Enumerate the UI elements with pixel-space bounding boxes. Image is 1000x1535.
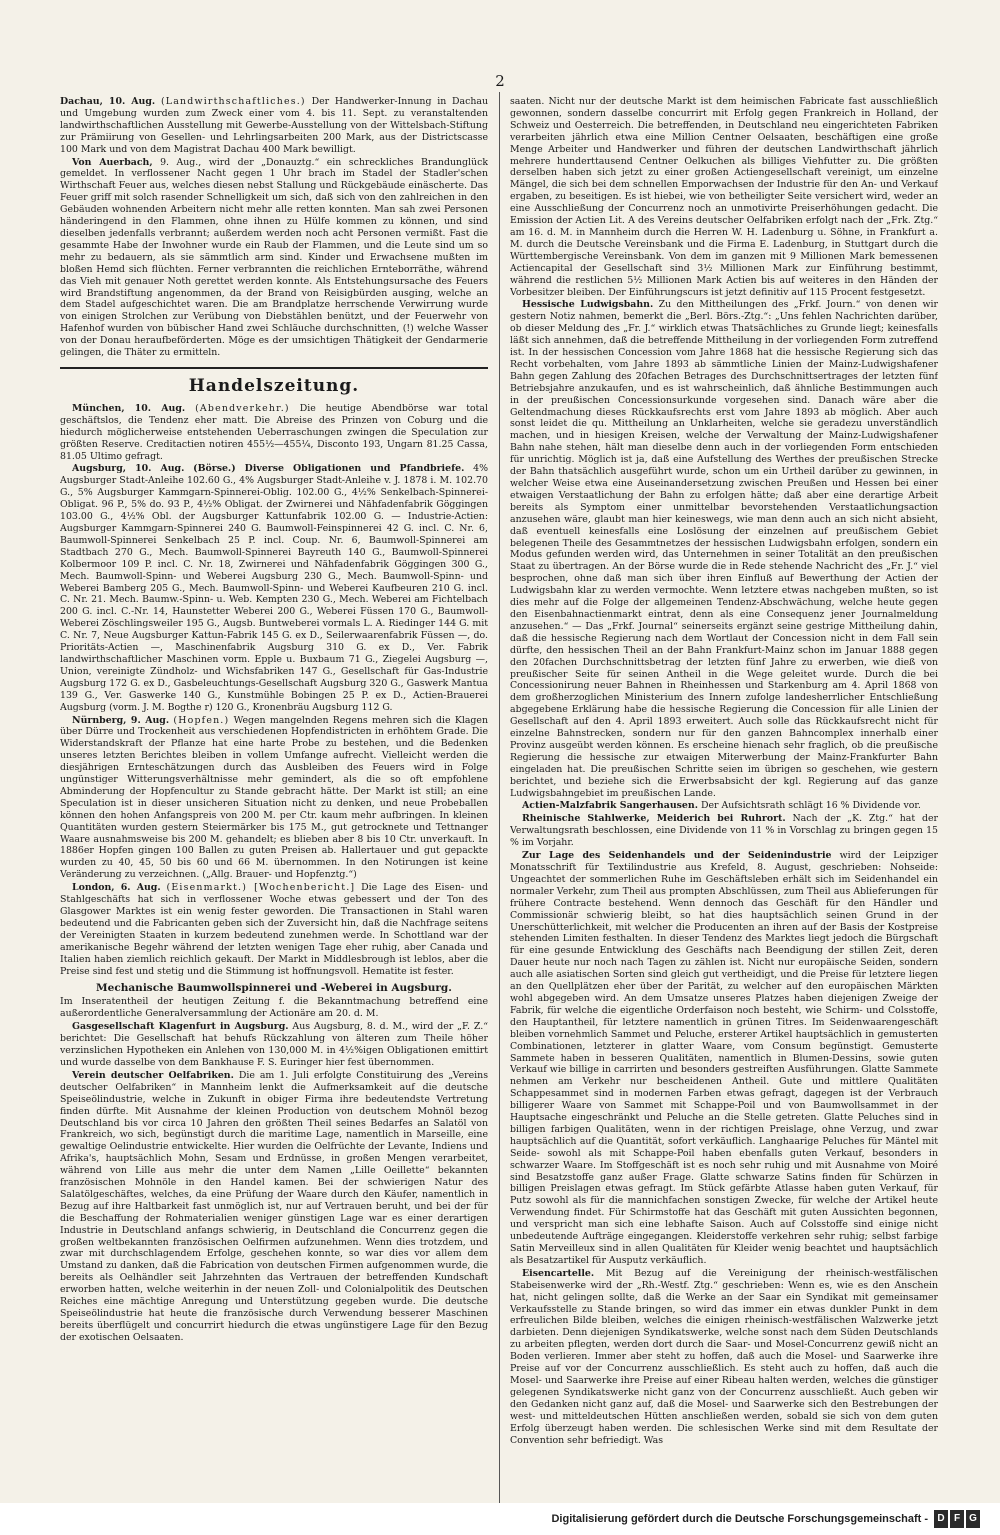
article-dachau bbox=[60, 96, 488, 156]
article-text: Der Handwerker-Innung in Dachau und Umgebung wurden zum Zweck einer vom 4. bis 11. Sept. zu veranstaltenden landwirthschaftlichen Ausstellung mit Gewerbe-Ausstellung von der Wittelsbach-Stiftung zur Prämiirung von Gesellen- und Lehrlingsarbeiten 200 Mark, aus der Districtscasse 100 Mark und von dem Magistrat Dachau 400 Mark bewilligt. bbox=[60, 96, 488, 155]
article-nuernberg bbox=[60, 715, 488, 882]
article-text: Die am 1. Juli erfolgte Constituirung des „Vereins deutscher Oelfabriken“ in Mannheim lenkt die Aufmerksamkeit auf die deutsche Speiseölindustrie, welche in Zukunft in obiger Firma ihre bedeutendste Vertretung finden dürfte. Mit Ausnahme der kleinen Production von deutschem Mohnöl bezog Deutschland bis vor circa 10 Jahren den größten Theil seines Bedarfes an Salatöl von Frankreich, wo sich, begünstigt durch die maritime Lage, namentlich in Marseille, eine gewaltige Oelindustrie entwickelte. Hier wurden die Oelfrüchte der Levante, Indiens und Afrika's, hauptsächlich Mohn, Sesam und Erdnüsse, in großen Mengen verarbeitet, während von Lille aus mehr die unter dem Namen „Lille Oeillette“ bekannten französischen Mohnöle in den Handel kamen. Bei der schwierigen Natur des Salatölgeschäftes, welches, da eine Prüfung der Waare durch den Käufer, namentlich in Bezug auf ihre Haltbarkeit fast unmöglich ist, nur auf Vertrauen beruht, und bei der für die Beschaffung der Rohmaterialien weniger günstigen Lage war es einer derartigen Industrie in Deutschland anfangs schwierig, in Deutschland die Concurrenz gegen die großen weltbekannten französischen Oelfirmen aufzunehmen. Wenn dies trotzdem, und zwar mit durchschlagendem Erfolge, geschehen konnte, so war dies vor allem dem Umstand zu danken, daß die Fabrication von deutschen Firmen aufgenommen wurde, die bereits als Oelhändler seit Jahrzehnten das Vertrauen der betreffenden Kundschaft erworben hatten, welche weiterhin in der neuen Zoll- und Colonialpolitik des Deutschen Reiches eine mächtige Anregung und Unterstützung gegeben wurde. Die deutsche Speiseölindustrie hat heute die französische durch Verwendung besserer Maschinen bereits überflügelt und concurrirt hiedurch die etwas ungünstigere Lage für den Bezug der exotischen Oelsaaten. bbox=[60, 1069, 488, 1343]
article-text: Zu den Mittheilungen des „Frkf. Journ.“ von denen wir gestern Notiz nahmen, bemerkt die „Berl. Börs.-Ztg.“: „Uns fehlen Nachrichten darüber, ob dieser Meldung des „Fr. J.“ wirklich etwas Thatsächliches zu Grunde liegt; keinesfalls läßt sich annehmen, daß die betreffende Mittheilung in der vorliegenden Form zutreffend ist. In der hessischen Concession vom Jahre 1868 hat die hessische Regierung sich das Recht vorbehalten, vom Jahre 1893 ab sämmtliche Linien der Mainz-Ludwigshafener Bahn gegen Zahlung des 20fachen Betrages des Durchschnittsertrages der letzten fünf Betriebsjahre anzukaufen, und es ist wahrscheinlich, daß ähnliche Bestimmungen auch in der preußischen Concessionsurkunde vorgesehen sind. Danach wäre aber die Geltendmachung dieses Rückkaufsrechts erst vom Jahre 1893 ab möglich. Aber auch sonst leidet die qu. Mittheilung an Unklarheiten, welche sie geradezu unverständlich machen, und in hiesigen Kreisen, welche der Verwaltung der Mainz-Ludwigshafener Bahn nahe stehen, hält man dieselbe denn auch in der vorliegenden Form entschieden für unrichtig. Möglich ist ja, daß eine Aufstellung des Werthes der preußischen Strecke der Bahn thatsächlich ausgeführt wurde, schon um ein Urtheil darüber zu gewinnen, in welcher Weise etwa eine Auseinandersetzung zwischen Preußen und Hessen bei einer etwaigen Verstaatlichung der Bahn zu erfolgen hätte; daß aber eine derartige Arbeit bereits als Symptom einer unmittelbar bevorstehenden Verstaatlichungsaction anzusehen wäre, glaubt man hier keineswegs, wie man denn auch an sich nicht absieht, daß eventuell keinesfalls eine Loslösung der einzelnen auf preußischem Gebiet belegenen Theile des Gesammtnetzes der hessischen Ludwigsbahn erfolgen, sondern ein Modus gefunden werden wird, das Unternehmen in seiner Totalität an den preußischen Staat zu übertragen. An der Börse wurde die in Rede stehende Nachricht des „Fr. J.“ viel besprochen, ohne daß man sich über ihren Einfluß auf Bewerthung der Actien der Ludwigsbahn klar zu werden vermochte. Wenn letztere etwas nachgeben mußten, so ist dies mehr auf die Folge der allgemeinen Tendenz-Abschwächung, welche heute gegen den Eisenbahnactienmarkt eintrat, denn als eine Consequenz jener Journalmeldung anzusehen.“ — Das „Frkf. Journal“ seinerseits ergänzt seine gestrige Mittheilung dahin, daß die hessische Regierung nach dem Wortlaut der Concession nicht in dem Fall sein dürfte, den hessischen Theil an der Bahn Frankfurt-Mainz schon im Januar 1888 gegen den 20fachen Durchschnittsbetrag der letzten fünf Jahre zu erwerben, wie dieß von preußischer Seite für seinen Antheil in die Wege geleitet wurde. Durch die bei Concessionirung neuer Bahnen in Rheinhessen und Starkenburg am 4. April 1868 von dem großherzoglichen Ministerium des Innern zufolge landesherrlicher Entschließung abgegebene Erklärung habe die hessische Regierung die Concession für alle Linien der Gesellschaft auf den 4. April 1893 erweitert. Auch solle das Rückkaufsrecht nicht für einzelne Bahnstrecken, sondern nur für den ganzen Bahncomplex innerhalb einer Provinz ausgeübt werden können. Es erscheine hienach sehr fraglich, ob die preußische Regierung die hessische zur etwaigen Miterwerbung der Mainz-Frankfurter Bahn eingeladen hat. Die preußischen Schritte seien im übrigen so geschehen, wie gestern berichtet, und beziehe sich die Erwerbsabsicht der kgl. Regierung auf das ganze Ludwigsbahngebiet im preußischen Lande. bbox=[510, 299, 938, 799]
article-auerbach bbox=[60, 157, 488, 359]
article-tag: (Börse.) Diverse Obligationen und Pfandbriefe. bbox=[193, 463, 465, 475]
article-text: wird der Leipziger Monatsschrift für Textilindustrie aus Krefeld, 8. August, geschrieben: Nohseide: Ungeachtet der sommerlichen Ruhe im Geschäftsleben erhält sich im Seidenhandel ein normaler Verkehr, zum Theil aus prompten Abschlüssen, zum Theil aus Ablieferungen für frühere Contracte bestehend. Wenn dennoch das Geschäft für den Händler und Commissionär schwierig bleibt, so hat dies hauptsächlich seinen Grund in der Unerschütterlichkeit, mit welcher die Producenten an ihren auf der Basis der Kostpreise stehenden Limiten festhalten. In dieser Tendenz des Marktes liegt jedoch die Bürgschaft für eine gesunde Entwicklung des Geschäfts nach Beendigung der stillen Zeit, deren Dauer heute nur noch nach Tagen zu zählen ist. Nicht nur europäische Seiden, sondern auch alle asiatischen Sorten sind gleich gut vertheidigt, und die Preise für letztere liegen an den Quellplätzen eher über der Parität, zu welcher auf den europäischen Märkten wohl abgegeben wird. An dem Umsatze unseres Platzes haben diejenigen Zweige der Fabrik, für welche die eigentliche Orderfaison noch besteht, wie Schirm- und Colsstoffe, den Hauptantheil, für letztere namentlich in grünen Titres. Im Seidenwaarengeschäft bleiben vornehmlich Sammet und Peluche, ersterer Artikel hauptsächlich in gemusterten Combinationen, letzterer in glatter Waare, vom Consum begünstigt. Gemusterte Sammete haben in besseren Qualitäten, namentlich in Blumen-Dessins, sowie guten Verkauf wie billige in carrirten und besonders gestreiften Ausführungen. Glatte Sammete nehmen am Verkehr nur bescheidenen Antheil. Gute und mittlere Qualitäten Schappesammet sind in modernen Farben etwas gefragt, dagegen ist der Verbrauch billigerer Waare von Sammet mit Schappe-Poil und von Baumwollsammet in der Hauptsache eingeschränkt und Peluche an die Stelle getreten. Glatte Peluches sind in billigen farbigen Qualitäten, wenn in der richtigen Preislage, ohne Verzug, und zwar hauptsächlich auf die Quantität, sofort verkäuflich. Langhaarige Peluches für Mäntel mit Seide- sowohl als mit Schappe-Poil haben ebenfalls guten Verkauf, besonders in schwarzer Waare. Im Stoffgeschäft ist es noch sehr ruhig und mit Ausnahme von Moiré sind Besatzstoffe ganz außer Frage. Glatte schwarze Satins finden für Schürzen in billigen Preislagen etwas gefragt. Im Stück gefärbte Atlasse haben guten Verkauf, für Putz sowohl als für die mannichfachen sonstigen Zwecke, für welche der Artikel heute Verwendung findet. Für Schirmstoffe hat das Geschäft mit guten Aussichten begonnen, und verspricht man sich eine lebhafte Saison. Auch auf Colsstoffe sind einige nicht unbedeutende Aufträge eingegangen. Kleiderstoffe verkehren sehr ruhig; selbst farbige Satin Merveilleux sind in allen Qualitäten für Kleider wenig beachtet und hauptsächlich als Besatzartikel für Ausputz verkäuflich. bbox=[510, 850, 938, 1266]
section-title: Handelszeitung. bbox=[60, 367, 488, 397]
article-tag: (Abendverkehr.) bbox=[195, 402, 290, 414]
article-lead: Nürnberg, 9. Aug. bbox=[72, 714, 170, 726]
article-lead: London, 6. Aug. bbox=[72, 882, 161, 894]
article-text: Der Aufsichtsrath schlägt 16 % Dividende vor. bbox=[700, 800, 921, 812]
article-stahlwerke bbox=[510, 813, 938, 849]
article-lead: Hessische Ludwigsbahn. bbox=[522, 299, 654, 311]
article-lead: Actien-Malzfabrik Sangerhausen. bbox=[522, 800, 698, 812]
article-sangerhausen bbox=[510, 800, 938, 812]
article-london bbox=[60, 882, 488, 977]
footer-credit: Digitalisierung gefördert durch die Deutsche Forschungsgemeinschaft - bbox=[551, 1513, 928, 1525]
article-text: Die Lage des Eisen- und Stahlgeschäfts hat sich in verflossener Woche etwas gebessert und der Ton des Glasgower Marktes ist ein wenig fester geworden. Die Transactionen in Stahl waren bedeutend und die Fabricanten geben sich der Zuversicht hin, daß die Nachfrage seitens der Vereinigten Staaten in kurzem bedeutend zunehmen werde. In Schottland war der amerikanische Begehr während der letzten wenigen Tage eher ruhig, aber Canada und Italien haben ziemlich reichlich gekauft. Der Markt in Middlesbrough ist leblos, aber die Preise sind fest und stetig und die Stimmung ist hoffnungsvoll. Hematite ist fester. bbox=[60, 882, 488, 977]
article-lead: Dachau, 10. Aug. bbox=[60, 96, 156, 107]
article-lead: Verein deutscher Oelfabriken. bbox=[72, 1069, 234, 1081]
article-ludwigsbahn bbox=[510, 299, 938, 799]
article-mech-spinnerei bbox=[60, 996, 488, 1020]
article-tag: (Eisenmarkt.) [Wochenbericht.] bbox=[166, 882, 356, 894]
article-heading: Mechanische Baumwollspinnerei und -Weberei in Augsburg. bbox=[96, 982, 452, 995]
article-lead: Augsburg, 10. Aug. bbox=[72, 463, 185, 475]
article-text: Nach der „K. Ztg.“ hat der Verwaltungsrath beschlossen, eine Dividende von 11 % in Vorschlag zu bringen gegen 15 % im Vorjahr. bbox=[510, 813, 938, 849]
article-tag: (Hopfen.) bbox=[173, 714, 230, 726]
article-lead: Rheinische Stahlwerke, Meiderich bei Ruhrort. bbox=[522, 813, 786, 825]
article-seidenhandel bbox=[510, 850, 938, 1267]
dfg-logo-letter-d: D bbox=[934, 1510, 948, 1528]
article-muenchen bbox=[60, 403, 488, 463]
article-text: saaten. Nicht nur der deutsche Markt ist dem heimischen Fabricate fast ausschließlich gewonnen, sondern dasselbe concurrirt mit Erfolg gegen Frankreich in Holland, der Schweiz und Oesterreich. Die betreffenden, in Deutschland neu eingerichteten Fabriken verarbeiten jährlich etwa eine Million Centner Oelsaaten, beschäftigen eine große Menge Arbeiter und Handwerker und führen der deutschen Landwirthschaft jährlich mehrere hunderttausend Centner Oelkuchen als billiges Viehfutter zu. Die größten derselben haben sich jetzt zu einer großen Actiengesellschaft vereinigt, um einzelne Mängel, die sich bei dem schnellen Emporwachsen der Industrie für den An- und Verkauf ergaben, zu beseitigen. Es ist hiebei, wie von betheiligter Seite versichert wird, weder an eine Ausschließung der Concurrenz noch an unmotivirte Preiserhöhungen gedacht. Die Emission der Actien Lit. A des Vereins deutscher Oelfabriken erfolgt nach der „Frk. Ztg.“ am 16. d. M. in Mannheim durch die Herren W. H. Ladenburg u. Söhne, in Frankfurt a. M. durch die Deutsche Vereinsbank und die Firma E. Ladenburg, in Stuttgart durch die Württembergische Vereinsbank. Von dem im ganzen mit 9 Millionen Mark bemessenen Actiencapital der Gesellschaft sind 3½ Millionen Mark zur Einführung bestimmt, während die restlichen 5½ Millionen Mark Actien bis auf weiteres in den Händen der Vorbesitzer bleiben. Der Einführungscurs ist jetzt definitiv auf 115 Procent festgesetzt. bbox=[510, 96, 938, 298]
article-lead: Eisencartelle. bbox=[522, 1267, 595, 1279]
article-text: Wegen mangelnden Regens mehren sich die Klagen über Dürre und Trockenheit aus verschiedenen Hopfendistricten in erhöhtem Grade. Die Widerstandskraft der Pflanze hat eine harte Probe zu bestehen, und die Bedenken unseres letzten Berichtes bleiben in vollem Umfange aufrecht. Vielleicht werden die diesjährigen Ernteschätzungen durch das Ausbleiben des Feuers wird in Folge ungünstiger Witterungsverhältnisse mehr gemindert, als die so oft empfohlene Abminderung der Hopfencultur zu Stande gebracht hätte. Der Markt ist still; an eine Speculation ist in dieser unsicheren Situation nicht zu denken, und neue Probeballen können den hohen Anfangspreis von 200 M. per Ctr. kaum mehr aufbringen. In kleinen Quantitäten wurden gestern Steiermärker bis 175 M., gut getrocknete und Tettnanger Waare ausnahmsweise bis 200 M. gehandelt; es blieben aber 8 bis 10 Ctr. unverkauft. In 1886er Hopfen gingen 100 Ballen zu guten Preisen ab. Hallertauer und gut gepackte wurden zu 40, 45, 50 bis 60 und 66 M. übernommen. In den Notirungen ist keine Veränderung zu verzeichnen. („Allg. Brauer- und Hopfenztg.“) bbox=[60, 714, 488, 881]
dfg-logo-letter-f: F bbox=[950, 1510, 964, 1528]
article-text: 4% Augsburger Stadt-Anleihe 102.60 G., 4% Augsburger Stadt-Anleihe v. J. 1878 i. M. 102.70 G., 5% Augsburger Kammgarn-Spinnerei-Oblig. 102.00 G., 4½% Senkelbach-Spinnerei-Obligat. 96 P., 5% do. 93 P., 4½% Obligat. der Zwirnerei und Nähfadenfabrik Göggingen 103.00 G., 4½% Obl. der Augsburger Kattunfabrik 102.00 G. — Industrie-Actien: Augsburger Kammgarn-Spinnerei 240 G. Baumwoll-Feinspinnerei 42 G. incl. C. Nr. 6, Baumwoll-Spinnerei Senkelbach 25 P. incl. Coup. Nr. 6, Baumwoll-Spinnerei am Stadtbach 270 G., Mech. Baumwoll-Spinnerei Bayreuth 140 G., Baumwoll-Spinnerei Kolbermoor 109 P. incl. C. Nr. 18, Zwirnerei und Nähfadenfabrik Göggingen 300 G., Mech. Baumwoll-Spinn- und Weberei Augsburg 230 G., Mech. Baumwoll-Spinn- und Weberei Bamberg 205 G., Mech. Baumwoll-Spinn- und Weberei Kaufbeuren 210 G. incl. C. Nr. 21. Mech. Baumw.-Spinn- u. Web. Kempten 230 G., Mech. Weberei am Fichtelbach 200 G. incl. C.-Nr. 14, Haunstetter Weberei 200 G., Weberei Füssen 170 G., Baumwoll-Weberei Zöschlingsweiler 195 G., Augsb. Buntweberei vormals L. A. Riedinger 144 G. mit C. Nr. 7, Neue Augsburger Kattun-Fabrik 145 G. ex D., Seilerwaarenfabrik Füssen —, do. Prioritäts-Actien —, Maschinenfabrik Augsburg 310 G. ex D., Ver. Fabrik landwirthschaftlicher Maschinen vorm. Epple u. Buxbaum 71 G., Ziegelei Augsburg —, Union, vereinigte Zündholz- und Wichsfabriken 147 G., Gesellschaft für Gas-Industrie Augsburg 172 G. ex D., Gasbeleuchtungs-Gesellschaft Augsburg 320 G., Gaswerk Mantua 139 G., Ver. Gaswerke 140 G., Kunstmühle Bobingen 25 P. ex D., Actien-Brauerei Augsburg (vorm. J. M. Bogthe r) 120 G., Kronenbräu Augsburg 112 G. bbox=[60, 463, 488, 713]
article-gasgesellschaft bbox=[60, 1021, 488, 1069]
digitization-footer bbox=[0, 1503, 1000, 1535]
article-oel-continued bbox=[510, 96, 938, 298]
article-augsburg bbox=[60, 463, 488, 713]
article-text: Die heutige Abendbörse war total geschäftslos, die Tendenz eher matt. Die Abreise des Prinzen von Coburg und die hiedurch möglicherweise entstehenden Ueberraschungen zwingen die Speculation zur größten Reserve. Creditactien notiren 455½—455¼, Disconto 193, Ungarn 81.25 Cassa, 81.05 Ultimo gefragt. bbox=[60, 402, 488, 462]
article-text: 9. Aug., wird der „Donauztg.“ ein schreckliches Brandunglück gemeldet. In verflossener Nacht gegen 1 Uhr brach im Stadel der Stadler'schen Wirthschaft Feuer aus, welches diesen nebst Stallung und Rückgebäude einäscherte. Das Feuer griff mit solch rasender Schnelligkeit um sich, daß sich von den zahlreichen in den Gebäuden wohnenden Arbeitern nicht mehr alle retten konnten. Man sah zwei Personen händeringend in den Flammen, ohne ihnen zu Hülfe kommen zu können, und sind dieselben jedenfalls verbrannt; außerdem werden noch acht Personen vermißt. Fast die gesammte Habe der Inwohner wurde ein Raub der Flammen, und die Leute sind um so mehr zu bedauern, als sie sämmtlich arm sind. Kinder und Erwachsene mußten im bloßen Hemd sich flüchten. Ferner verbrannten die reichlichen Ernteborräthe, während das Vieh mit genauer Noth gerettet werden konnte. Als Entstehungsursache des Feuers wird Brandstiftung angenommen, da der Brand von Reisigbürden ausging, welche an dem Stadel aufgeschichtet waren. Die am Brandplatze herrschende Verwirrung wurde von einigen Strolchen zur Verübung von Diebstählen benützt, und der Feuerwehr von Hafenhof wurden von bübischer Hand zwei Schläuche durchschnitten, (!) welche Wasser von der Donau heraufbeförderten. Möge es der umsichtigen Thätigkeit der Gendarmerie gelingen, die Thäter zu ermitteln. bbox=[60, 156, 488, 359]
right-column bbox=[510, 96, 938, 1501]
article-text: Im Inseratentheil der heutigen Zeitung f. die Bekanntmachung betreffend eine außerordentliche Generalversammlung der Actionäre am 20. d. M. bbox=[60, 996, 488, 1020]
article-lead: Zur Lage des Seidenhandels und der Seidenindustrie bbox=[522, 850, 832, 862]
article-tag: (Landwirthschaftliches.) bbox=[160, 96, 306, 107]
article-text: Aus Augsburg, 8. d. M., wird der „F. Z.“ berichtet: Die Gesellschaft hat behufs Rückzahlung von älteren zum Theile höher verzinslichen Hypotheken ein Anlehen von 130,000 M. in 4½%igen Obligationen emittirt und wurde dasselbe von dem Bankhause F. S. Euringer hier fest übernommen. bbox=[60, 1021, 488, 1068]
article-lead: Von Auerbach, bbox=[72, 156, 153, 168]
article-eisencartelle bbox=[510, 1268, 938, 1447]
left-column bbox=[60, 96, 488, 1501]
page-number: 2 bbox=[495, 72, 505, 90]
column-divider bbox=[499, 92, 500, 1504]
article-oelfabriken bbox=[60, 1070, 488, 1344]
dfg-logo-letter-g: G bbox=[966, 1510, 980, 1528]
article-lead: Gasgesellschaft Klagenfurt in Augsburg. bbox=[72, 1021, 289, 1033]
article-lead: München, 10. Aug. bbox=[72, 402, 186, 414]
dfg-logo-icon bbox=[934, 1510, 980, 1528]
article-text: Mit Bezug auf die Vereinigung der rheinisch-westfälischen Stabeisenwerke wird der „Rh.-Westf. Ztg.“ geschrieben: Wenn es, wie es den Anschein hat, nicht gelingen sollte, daß die Werke an der Saar ein Syndikat mit gemeinsamer Verkaufsstelle zu Stande bringen, so wird das immer ein etwas dunkler Punkt in dem erfreulichen Bilde bleiben, welches die einigen rheinisch-westfälischen Walzwerke jetzt darbieten. Denn diejenigen Syndikatswerke, welche sonst nach dem Süden Deutschlands zu arbeiten pflegten, werden dort durch die Saar- und Mosel-Concurrenz gewiß nicht an Boden verlieren. Immer aber steht zu hoffen, daß auch die Mosel- und Saarwerke ihre Preise auf vor der Concurrenz ausschließlich. Es steht auch zu hoffen, daß auch die Mosel- und Saarwerke ihre Preise auf einer Ribeau halten werden, welches die günstiger gelegenen Syndikatswerke nicht ganz von der Concurrenz ausschließt. Auch geben wir den Gedanken nicht ganz auf, daß die Mosel- und Saarwerke sich den Bestrebungen der west- und mitteldeutschen Hütten anschließen werden, sobald sie sich von dem guten Erfolg überzeugt haben werden. Die schlesischen Werke sind mit dem Resultate der Convention sehr befriedigt. Was bbox=[510, 1267, 938, 1446]
